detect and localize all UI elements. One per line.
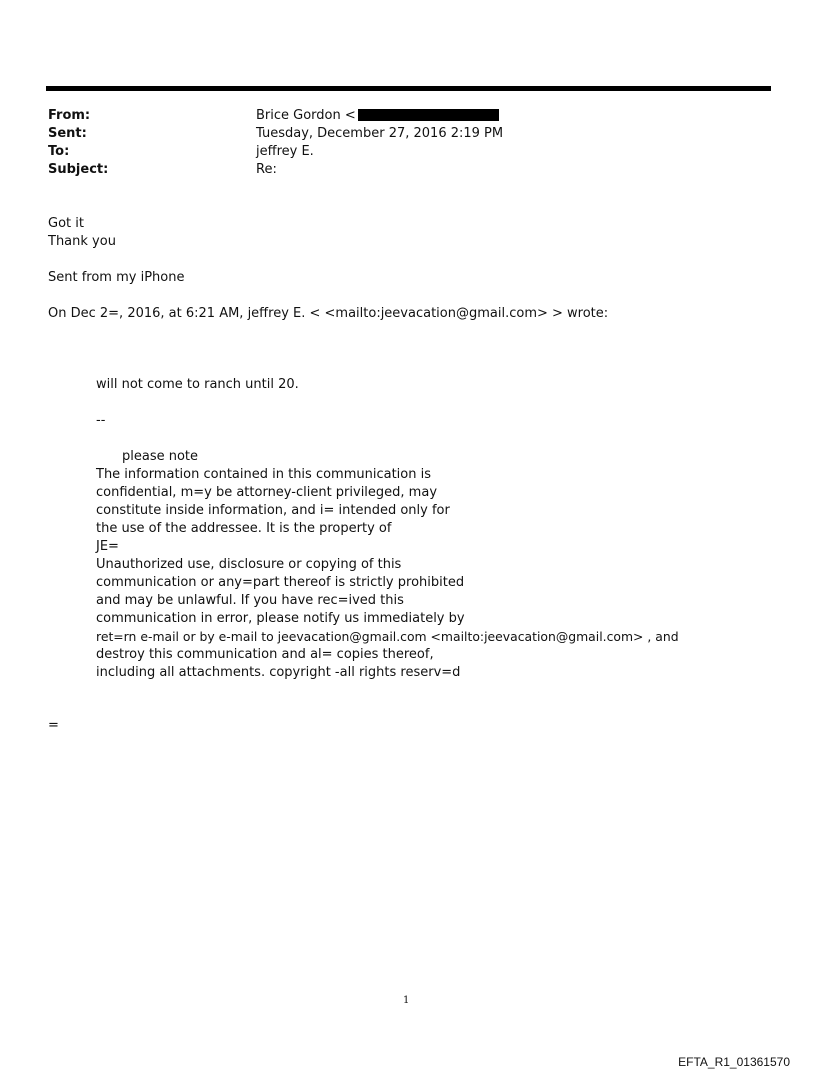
page-number: 1	[403, 995, 410, 1006]
disclaimer-line: destroy this communication and al= copies thereof,	[96, 647, 434, 662]
sent-label: Sent:	[48, 126, 87, 141]
signature: Sent from my iPhone	[48, 270, 185, 285]
sender-name: Brice Gordon <	[256, 108, 356, 123]
trailing-marker: =	[48, 718, 59, 733]
header-rule	[46, 86, 771, 91]
disclaimer-line: communication in error, please notify us immediately by	[96, 611, 465, 626]
from-label: From:	[48, 108, 91, 123]
disclaimer-line: constitute inside information, and i= intended only for	[96, 503, 450, 518]
separator: --	[96, 413, 106, 428]
disclaimer-line: confidential, m=y be attorney-client privileged, may	[96, 485, 438, 500]
disclaimer-line: The information contained in this communication is	[96, 467, 431, 482]
disclaimer-line: please note	[122, 449, 199, 464]
reply-line: Got it	[48, 216, 84, 231]
reply-line: Thank you	[48, 234, 116, 249]
document-id: EFTA_R1_01361570	[678, 1055, 790, 1069]
to-value: jeffrey E.	[256, 144, 314, 159]
quoted-message: will not come to ranch until 20.	[96, 377, 299, 392]
subject-value: Re:	[256, 162, 277, 177]
to-label: To:	[48, 144, 70, 159]
quote-intro: On Dec 2=, 2016, at 6:21 AM, jeffrey E. < <mailto:jeevacation@gmail.com> > wrote:	[48, 306, 609, 321]
subject-label: Subject:	[48, 162, 109, 177]
disclaimer-line: communication or any=part thereof is strictly prohibited	[96, 575, 465, 590]
disclaimer-line: the use of the addressee. It is the property of	[96, 521, 392, 536]
disclaimer-line: Unauthorized use, disclosure or copying of this	[96, 557, 402, 572]
disclaimer-line: including all attachments. copyright -all rights reserv=d	[96, 665, 461, 680]
sent-value: Tuesday, December 27, 2016 2:19 PM	[256, 126, 504, 141]
disclaimer-line: ret=rn e-mail or by e-mail to jeevacation@gmail.com <mailto:jeevacation@gmail.com> , and	[96, 629, 679, 644]
disclaimer-line: and may be unlawful. If you have rec=ived this	[96, 593, 404, 608]
from-value	[256, 107, 499, 125]
redaction-bar	[358, 109, 499, 121]
disclaimer-line: JE=	[96, 539, 119, 554]
